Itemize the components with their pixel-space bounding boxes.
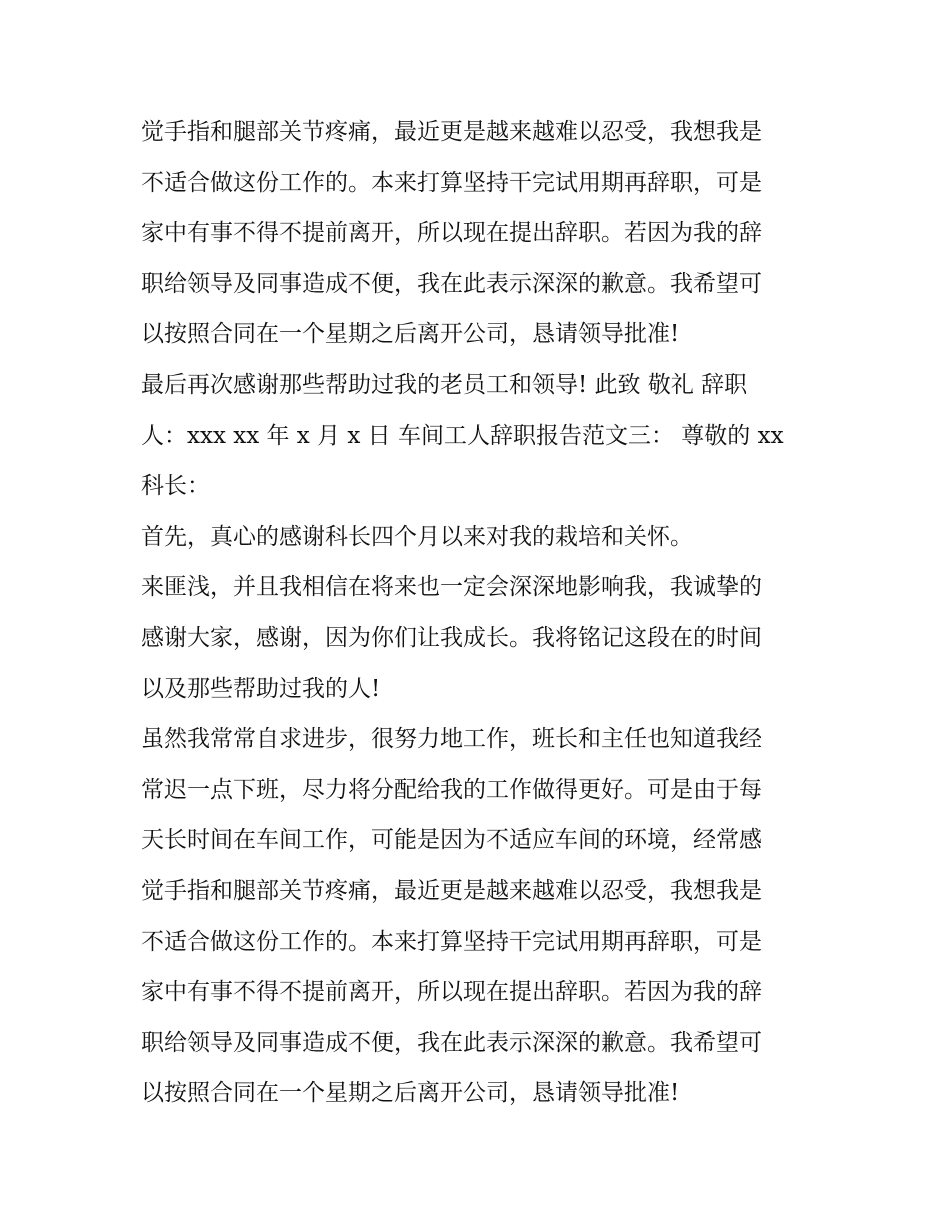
text-line: 人：xxx xx 年 x 月 x 日 车间工人辞职报告范文三： 尊敬的 xx bbox=[141, 422, 784, 449]
text-line: 家中有事不得不提前离开，所以现在提出辞职。若因为我的辞 bbox=[141, 979, 762, 1006]
text-line: 常迟一点下班，尽力将分配给我的工作做得更好。可是由于每 bbox=[141, 776, 762, 803]
text-line: 科长： bbox=[141, 473, 210, 500]
text-line: 觉手指和腿部关节疼痛，最近更是越来越难以忍受，我想我是 bbox=[141, 119, 762, 145]
document-body bbox=[141, 107, 813, 1119]
text-line: 家中有事不得不提前离开，所以现在提出辞职。若因为我的辞 bbox=[141, 220, 762, 247]
text-line: 以按照合同在一个星期之后离开公司，恳请领导批准! bbox=[141, 1080, 680, 1107]
text-line: 不适合做这份工作的。本来打算坚持干完试用期再辞职，可是 bbox=[141, 169, 762, 196]
text-line: 不适合做这份工作的。本来打算坚持干完试用期再辞职，可是 bbox=[141, 928, 762, 955]
text-line: 来匪浅，并且我相信在将来也一定会深深地影响我，我诚挚的 bbox=[141, 574, 762, 601]
text-line: 职给领导及同事造成不便，我在此表示深深的歉意。我希望可 bbox=[141, 1029, 762, 1056]
text-line: 虽然我常常自求进步，很努力地工作，班长和主任也知道我经 bbox=[141, 726, 762, 753]
text-line: 觉手指和腿部关节疼痛，最近更是越来越难以忍受，我想我是 bbox=[141, 877, 762, 904]
text-line: 以按照合同在一个星期之后离开公司，恳请领导批准! bbox=[141, 321, 680, 348]
text-line: 职给领导及同事造成不便，我在此表示深深的歉意。我希望可 bbox=[141, 270, 762, 297]
text-line: 天长时间在车间工作，可能是因为不适应车间的环境，经常感 bbox=[141, 827, 762, 854]
text-line: 首先，真心的感谢科长四个月以来对我的栽培和关怀。 bbox=[141, 523, 693, 550]
text-line: 以及那些帮助过我的人! bbox=[141, 675, 381, 702]
text-line: 感谢大家，感谢，因为你们让我成长。我将铭记这段在的时间 bbox=[141, 624, 762, 651]
text-line: 最后再次感谢那些帮助过我的老员工和领导! 此致 敬礼 辞职 bbox=[141, 371, 748, 398]
